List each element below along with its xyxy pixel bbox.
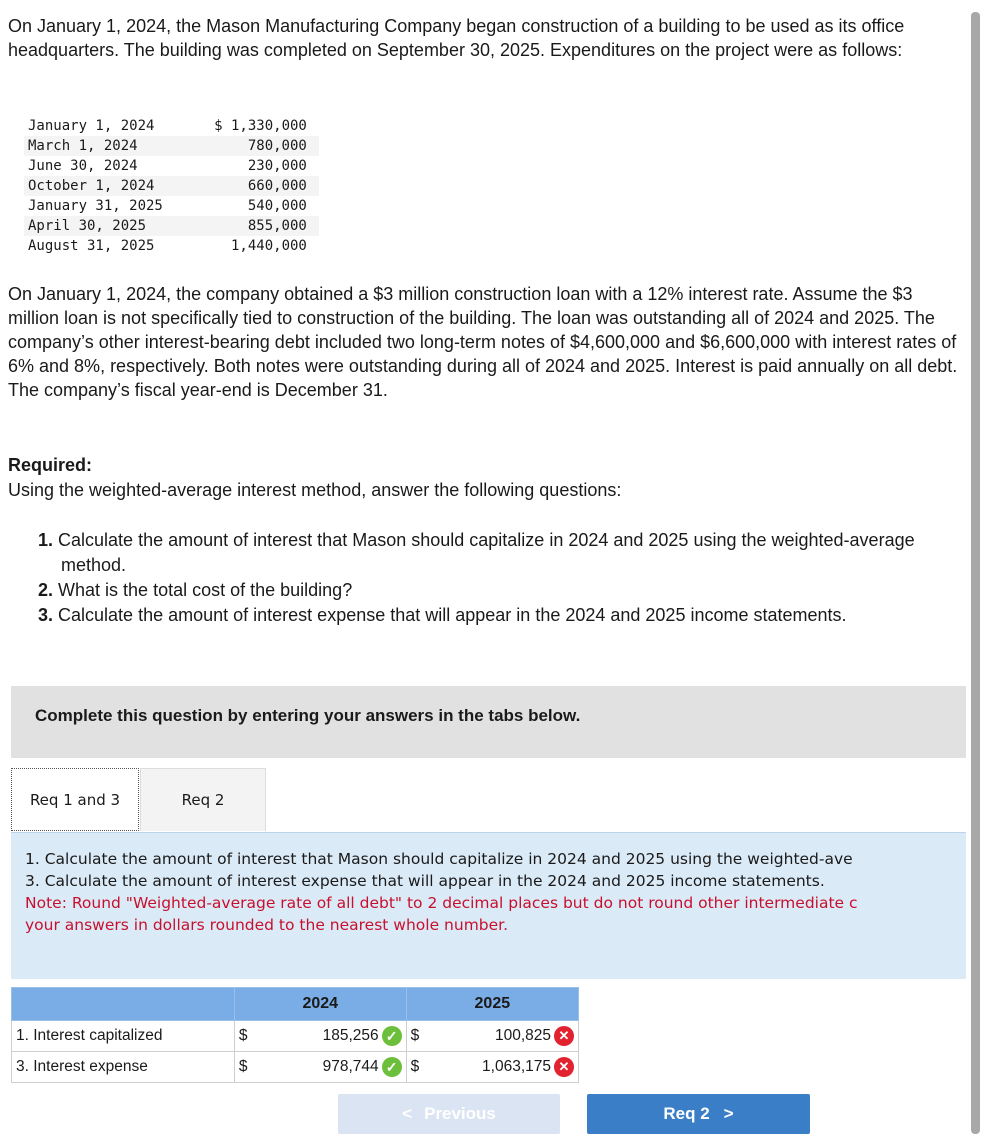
- previous-label: Previous: [424, 1104, 496, 1123]
- complete-banner: [11, 686, 966, 758]
- next-req-2-button[interactable]: [587, 1094, 810, 1134]
- correct-check-icon: ✓: [382, 1026, 402, 1046]
- table-row: [24, 136, 319, 156]
- expenditure-date: April 30, 2025: [24, 216, 175, 236]
- row-label-interest-expense: 3. Interest expense: [12, 1052, 235, 1083]
- list-item: 2. What is the total cost of the building?: [38, 580, 353, 600]
- row-label-interest-capitalized: 1. Interest capitalized: [12, 1021, 235, 1052]
- interest-expense-2024-input[interactable]: 978,744 ✓: [255, 1052, 407, 1083]
- instruction-line: 1. Calculate the amount of interest that Mason should capitalize in 2024 and 2025 using the weighted-ave: [25, 850, 853, 868]
- table-row: [24, 196, 319, 216]
- interest-capitalized-2025-input[interactable]: 100,825 ✕: [426, 1021, 578, 1052]
- instruction-note: your answers in dollars rounded to the nearest whole number.: [25, 916, 509, 934]
- header-blank: [12, 988, 235, 1021]
- list-item: 1. Calculate the amount of interest that Mason should capitalize in 2024 and 2025 using the weighted-average method.: [38, 530, 915, 575]
- previous-button[interactable]: [338, 1094, 560, 1134]
- vertical-scrollbar[interactable]: [971, 12, 980, 1134]
- header-2025: 2025: [406, 988, 578, 1021]
- incorrect-x-icon: ✕: [554, 1026, 574, 1046]
- table-row: [24, 116, 319, 136]
- intro-paragraph: On January 1, 2024, the Mason Manufacturing Company began construction of a building to be used as its office headquarters. The building was completed on September 30, 2025. Expenditures on the project were as follows:: [8, 16, 905, 60]
- table-row: [24, 176, 319, 196]
- expenditure-date: January 31, 2025: [28, 198, 163, 214]
- expenditure-amount: 780,000: [175, 136, 319, 156]
- interest-capitalized-2024-input[interactable]: 185,256 ✓: [255, 1021, 407, 1052]
- expenditure-amount: 660,000: [175, 176, 319, 196]
- expenditure-amount: 1,440,000: [231, 238, 307, 254]
- incorrect-x-icon: ✕: [554, 1057, 574, 1077]
- expenditure-date: October 1, 2024: [24, 176, 175, 196]
- table-row: [24, 236, 319, 256]
- expenditure-date: August 31, 2025: [28, 238, 155, 254]
- expenditure-date: June 30, 2024: [28, 158, 138, 174]
- instructions-text: [25, 848, 966, 936]
- tab-req-1-and-3[interactable]: Req 1 and 3: [11, 768, 139, 831]
- table-row: [24, 216, 319, 236]
- chevron-left-icon: <: [402, 1104, 413, 1123]
- expenditure-date: March 1, 2024: [24, 136, 175, 156]
- currency-symbol: $: [406, 1021, 426, 1052]
- required-heading: Required:: [8, 455, 93, 475]
- currency-symbol: $: [406, 1052, 426, 1083]
- tab-req-2[interactable]: Req 2: [140, 768, 266, 831]
- expenditure-amount: 540,000: [247, 198, 307, 214]
- expenditure-amount: 230,000: [247, 158, 307, 174]
- table-row: [24, 156, 319, 176]
- answer-header-row: [12, 988, 579, 1021]
- expenditures-table: [24, 116, 319, 256]
- table-row: [12, 1052, 579, 1083]
- next-label: Req 2: [663, 1104, 710, 1123]
- expenditure-amount: $ 1,330,000: [214, 118, 307, 134]
- question-list: [38, 528, 918, 628]
- table-row: [12, 1021, 579, 1052]
- expenditure-date: January 1, 2024: [28, 118, 155, 134]
- answer-table: [11, 987, 579, 1083]
- expenditure-amount: 855,000: [175, 216, 319, 236]
- chevron-right-icon: >: [723, 1104, 734, 1123]
- complete-banner-text: Complete this question by entering your answers in the tabs below.: [35, 706, 581, 725]
- correct-check-icon: ✓: [382, 1057, 402, 1077]
- interest-expense-2025-input[interactable]: 1,063,175 ✕: [426, 1052, 578, 1083]
- currency-symbol: $: [234, 1021, 254, 1052]
- required-text: Using the weighted-average interest method, answer the following questions:: [8, 480, 622, 500]
- instruction-line: 3. Calculate the amount of interest expense that will appear in the 2024 and 2025 income statements.: [25, 872, 825, 890]
- instructions-panel: [11, 832, 966, 979]
- loan-paragraph: On January 1, 2024, the company obtained a $3 million construction loan with a 12% interest rate. Assume the $3 million loan is not specifically tied to construction of the building. The loan was outstanding all of 2024 and 2025. The company’s other interest-bearing debt included two long-term notes of $4,600,000 and $6,600,000 with interest rates of 6% and 8%, respectively. Both notes were outstanding during all of 2024 and 2025. Interest is paid annually on all debt. The company’s fiscal year-end is December 31.: [8, 284, 958, 400]
- header-2024: 2024: [234, 988, 406, 1021]
- currency-symbol: $: [234, 1052, 254, 1083]
- list-item: 3. Calculate the amount of interest expense that will appear in the 2024 and 2025 income statements.: [38, 605, 847, 625]
- instruction-note: Note: Round "Weighted-average rate of all debt" to 2 decimal places but do not round other intermediate c: [25, 894, 858, 912]
